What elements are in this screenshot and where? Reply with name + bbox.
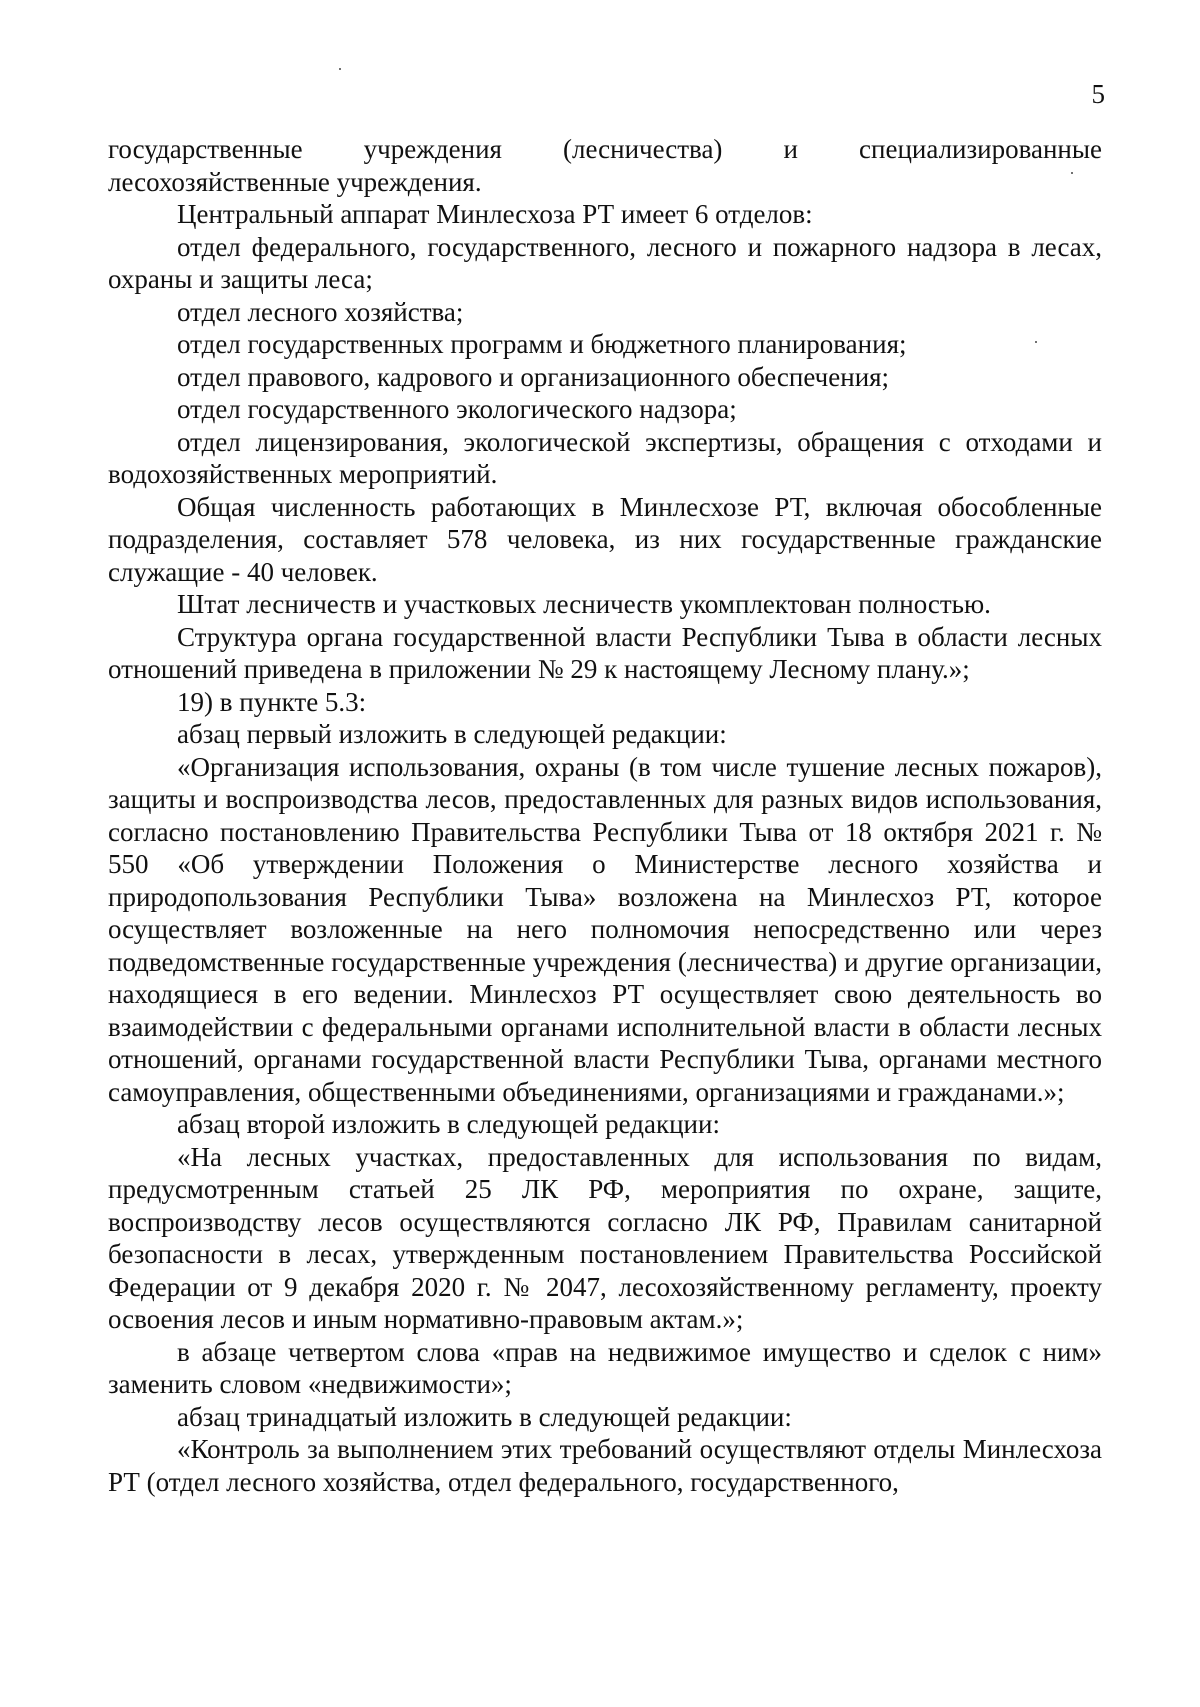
paragraph: 19) в пункте 5.3: [177,686,367,717]
paragraph: государственные учреждения (лесничества) и специализированные лесохозяйственные учреждения. [108,134,1102,197]
scan-speck [339,68,341,70]
paragraph: Штат лесничеств и участковых лесничеств укомплектован полностью. [177,589,991,619]
paragraph: «Организация использования, охраны (в том числе тушение лесных пожаров), защиты и воспроизводства лесов, предоставленных для разных видов использования, согласно постановлению Правительства Республики Тыва от 18 октября 2021 г. № 550 «Об утверждении Положения о Министерстве лесного хозяйства и природопользования Республики Тыва» возложена на Минлесхоз РТ, которое осуществляет возложенные на него полномочия непосредственно или через подведомственные государственные учреждения (лесничества) и другие организации, находящиеся в его ведении. Минлесхоз РТ осуществляет свою деятельность во взаимодействии с федеральными органами исполнительной власти в области лесных отношений, органами государственной власти Республики Тыва, органами местного самоуправления, общественными объединениями, организациями и гражданами.»; [108,751,1102,1107]
paragraph: абзац первый изложить в следующей редакции: [177,719,727,749]
paragraph: в абзаце четвертом слова «прав на недвижимое имущество и сделок с ним» заменить словом «недвижимости»; [108,1336,1102,1399]
paragraph: «На лесных участках, предоставленных для использования по видам, предусмотренным статьей 25 ЛК РФ, мероприятия по охране, защите, воспроизводству лесов осуществляются согласно ЛК РФ, Правилам санитарной безопасности в лесах, утвержденным постановлением Правительства Российской Федерации от 9 декабря 2020 г. № 2047, лесохозяйственному регламенту, проекту освоения лесов и иным нормативно-правовым актам.»; [108,1141,1102,1334]
paragraph: абзац второй изложить в следующей редакции: [177,1109,720,1139]
paragraph: отдел государственного экологического надзора; [177,394,737,424]
paragraph: «Контроль за выполнением этих требований осуществляют отделы Минлесхоза РТ (отдел лесного хозяйства, отдел федерального, государственного, [108,1434,1102,1497]
paragraph: отдел правового, кадрового и организационного обеспечения; [177,361,890,392]
paragraph: отдел лесного хозяйства; [177,296,464,327]
paragraph: Структура органа государственной власти Республики Тыва в области лесных отношений приведена в приложении № 29 к настоящему Лесному плану.»; [108,621,1102,684]
paragraph: Центральный аппарат Минлесхоза РТ имеет 6 отделов: [177,199,813,229]
paragraph: абзац тринадцатый изложить в следующей редакции: [177,1401,792,1432]
document-body [108,133,1102,1498]
paragraph: отдел государственных программ и бюджетного планирования; [177,329,907,359]
paragraph: отдел федерального, государственного, лесного и пожарного надзора в лесах, охраны и защиты леса; [108,231,1102,294]
paragraph: Общая численность работающих в Минлесхозе РТ, включая обособленные подразделения, составляет 578 человека, из них государственные гражданские служащие - 40 человек. [108,491,1102,587]
page-number: 5 [1091,79,1105,109]
paragraph: отдел лицензирования, экологической экспертизы, обращения с отходами и водохозяйственных мероприятий. [108,426,1102,489]
